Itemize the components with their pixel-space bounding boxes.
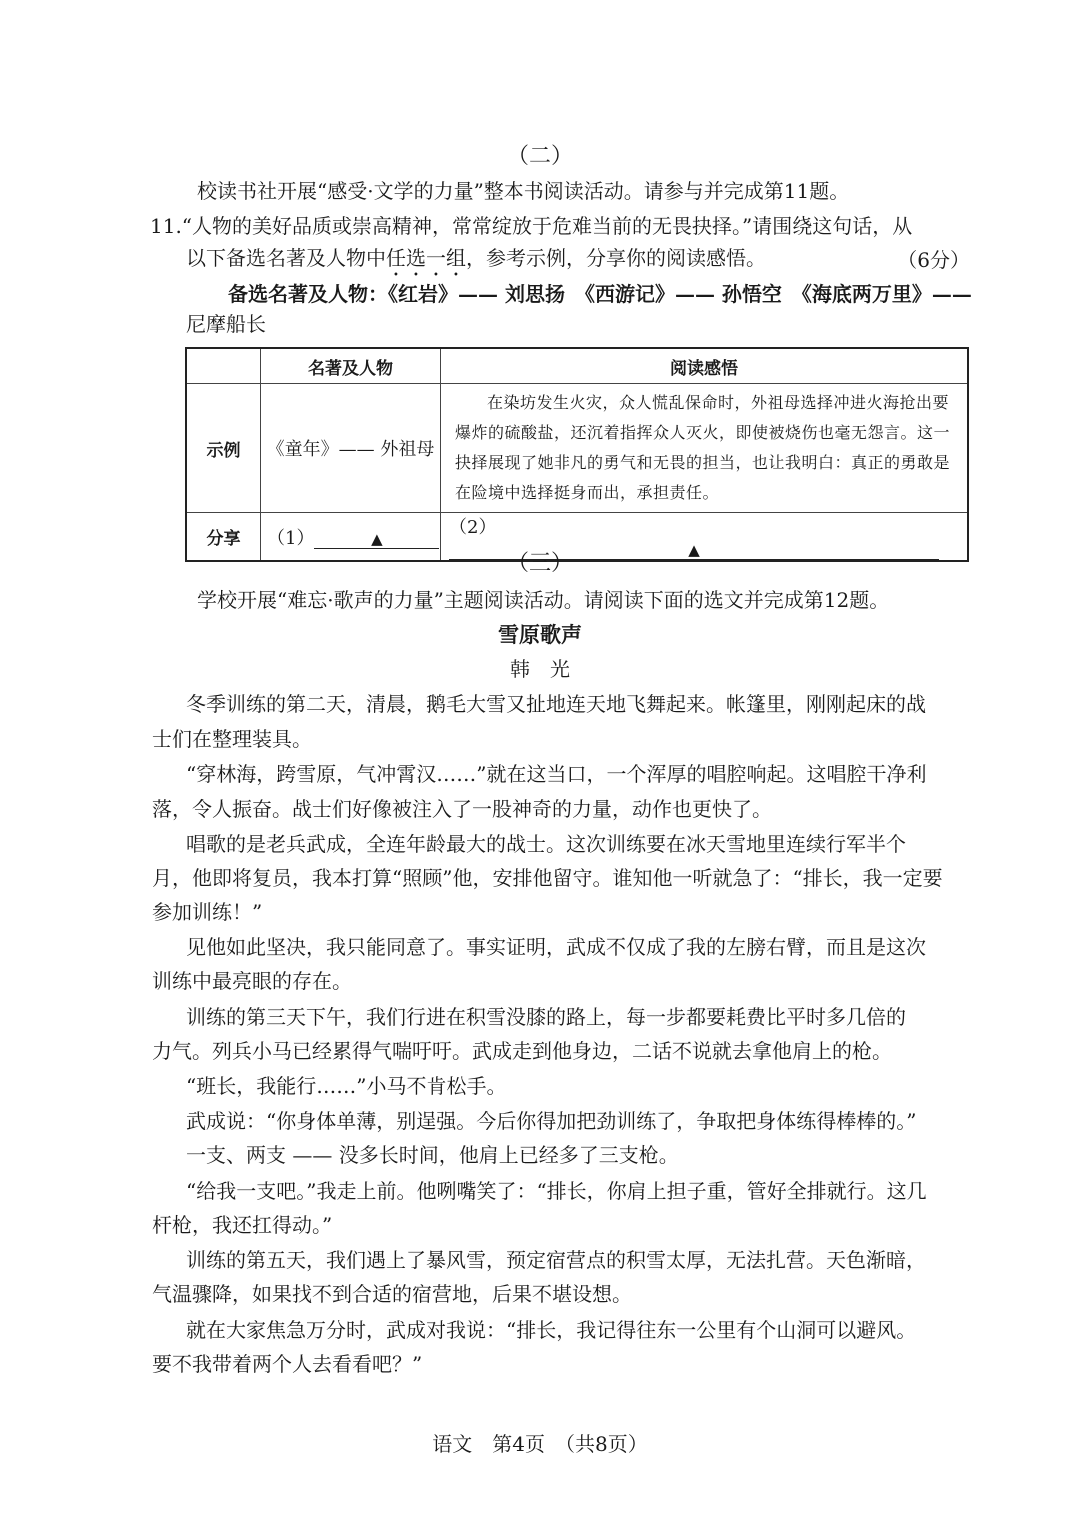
section-2-heading: （二） — [506, 144, 573, 169]
question-11-score: （6分） — [897, 248, 970, 272]
question-11-text-after: ，参考示例，分享你的阅读感悟。 — [466, 246, 766, 270]
blank-1-marker: ▲ — [371, 529, 383, 548]
blank-1-label: （1） — [267, 527, 315, 549]
passage-line: 力气。列兵小马已经累得气喘吁吁。武成走到他身边，二话不说就去拿他肩上的枪。 — [152, 1039, 892, 1063]
example-book-character: 《童年》—— 外祖母 — [261, 384, 441, 513]
passage-line: 月，他即将复员，我本打算“照顾”他，安排他留守。谁知他一听就急了：“排长，我一定要 — [152, 866, 943, 890]
question-11-text-before: 以下备选名著及人物中 — [186, 246, 386, 270]
question-11-line-2 — [186, 244, 766, 281]
passage-line: “班长，我能行……”小马不肯松手。 — [186, 1074, 507, 1098]
answer-table — [185, 347, 969, 562]
passage-line: 士们在整理装具。 — [152, 727, 312, 751]
passage-line: 见他如此坚决，我只能同意了。事实证明，武成不仅成了我的左膀右臂，而且是这次 — [186, 935, 926, 959]
passage-line: 唱歌的是老兵武成，全连年龄最大的战士。这次训练要在冰天雪地里连续行军半个 — [186, 832, 906, 856]
passage-line: 就在大家焦急万分时，武成对我说：“排长，我记得往东一公里有个山洞可以避风。 — [186, 1318, 917, 1342]
section-3-heading: （三） — [506, 551, 573, 576]
question-11-line-1: 11.“人物的美好品质或崇高精神，常常绽放于危难当前的无畏抉择。”请围绕这句话，从 — [150, 214, 913, 238]
share-label: 分享 — [186, 513, 261, 562]
example-insight-text: 在染坊发生火灾，众人慌乱保命时，外祖母选择冲进火海抢出要爆炸的硫酸盐，还沉着指挥众人灭火，即使被烧伤也毫无怨言。这一抉择展现了她非凡的勇气和无畏的担当，也让我明白：真正的勇敢是在险境中选择挺身而出，承担责任。 — [455, 393, 951, 502]
section-2-intro: 校读书社开展“感受·文学的力量”整本书阅读活动。请参与并完成第11题。 — [197, 179, 850, 203]
passage-author: 韩 光 — [510, 657, 570, 681]
blank-2-label: （2） — [449, 517, 497, 538]
header-reading-insight: 阅读感悟 — [441, 348, 969, 384]
header-book-character: 名著及人物 — [261, 348, 441, 384]
passage-title: 雪原歌声 — [498, 622, 582, 647]
passage-line: 要不我带着两个人去看看吧？” — [152, 1352, 423, 1376]
passage-line: 参加训练！” — [152, 900, 263, 924]
example-label: 示例 — [186, 384, 261, 513]
emphasized-text: 任选一组 — [386, 246, 466, 270]
passage-line: 训练的第三天下午，我们行进在积雪没膝的路上，每一步都要耗费比平时多几倍的 — [186, 1005, 906, 1029]
passage-line: 武成说：“你身体单薄，别逞强。今后你得加把劲训练了，争取把身体练得棒棒的。” — [186, 1109, 917, 1133]
answer-blank-1[interactable] — [314, 530, 439, 549]
passage-line: 训练中最亮眼的存在。 — [152, 969, 352, 993]
candidate-options: 备选名著及人物：《红岩》—— 刘思扬 《西游记》—— 孙悟空 《海底两万里》—— — [228, 282, 972, 306]
passage-line: 杆枪，我还扛得动。” — [152, 1213, 333, 1237]
passage-line: 一支、两支 —— 没多长时间，他肩上已经多了三支枪。 — [186, 1143, 679, 1167]
page-footer: 语文 第4页 （共8页） — [432, 1432, 648, 1456]
candidate-options-continued: 尼摩船长 — [186, 312, 266, 336]
table-corner-cell — [186, 348, 261, 384]
passage-line: 训练的第五天，我们遇上了暴风雪，预定宿营点的积雪太厚，无法扎营。天色渐暗， — [186, 1248, 926, 1272]
passage-line: 冬季训练的第二天，清晨，鹅毛大雪又扯地连天地飞舞起来。帐篷里，刚刚起床的战 — [186, 692, 926, 716]
passage-line: “穿林海，跨雪原，气冲霄汉……”就在这当口，一个浑厚的唱腔响起。这唱腔干净利 — [186, 762, 927, 786]
section-3-intro: 学校开展“难忘·歌声的力量”主题阅读活动。请阅读下面的选文并完成第12题。 — [197, 588, 890, 612]
passage-line: “给我一支吧。”我走上前。他咧嘴笑了：“排长，你肩上担子重，管好全排就行。这几 — [186, 1179, 927, 1203]
passage-line: 落，令人振奋。战士们好像被注入了一股神奇的力量，动作也更快了。 — [152, 797, 772, 821]
passage-line: 气温骤降，如果找不到合适的宿营地，后果不堪设想。 — [152, 1282, 632, 1306]
example-insight-cell — [441, 384, 969, 513]
blank-2-marker: ▲ — [688, 541, 700, 559]
